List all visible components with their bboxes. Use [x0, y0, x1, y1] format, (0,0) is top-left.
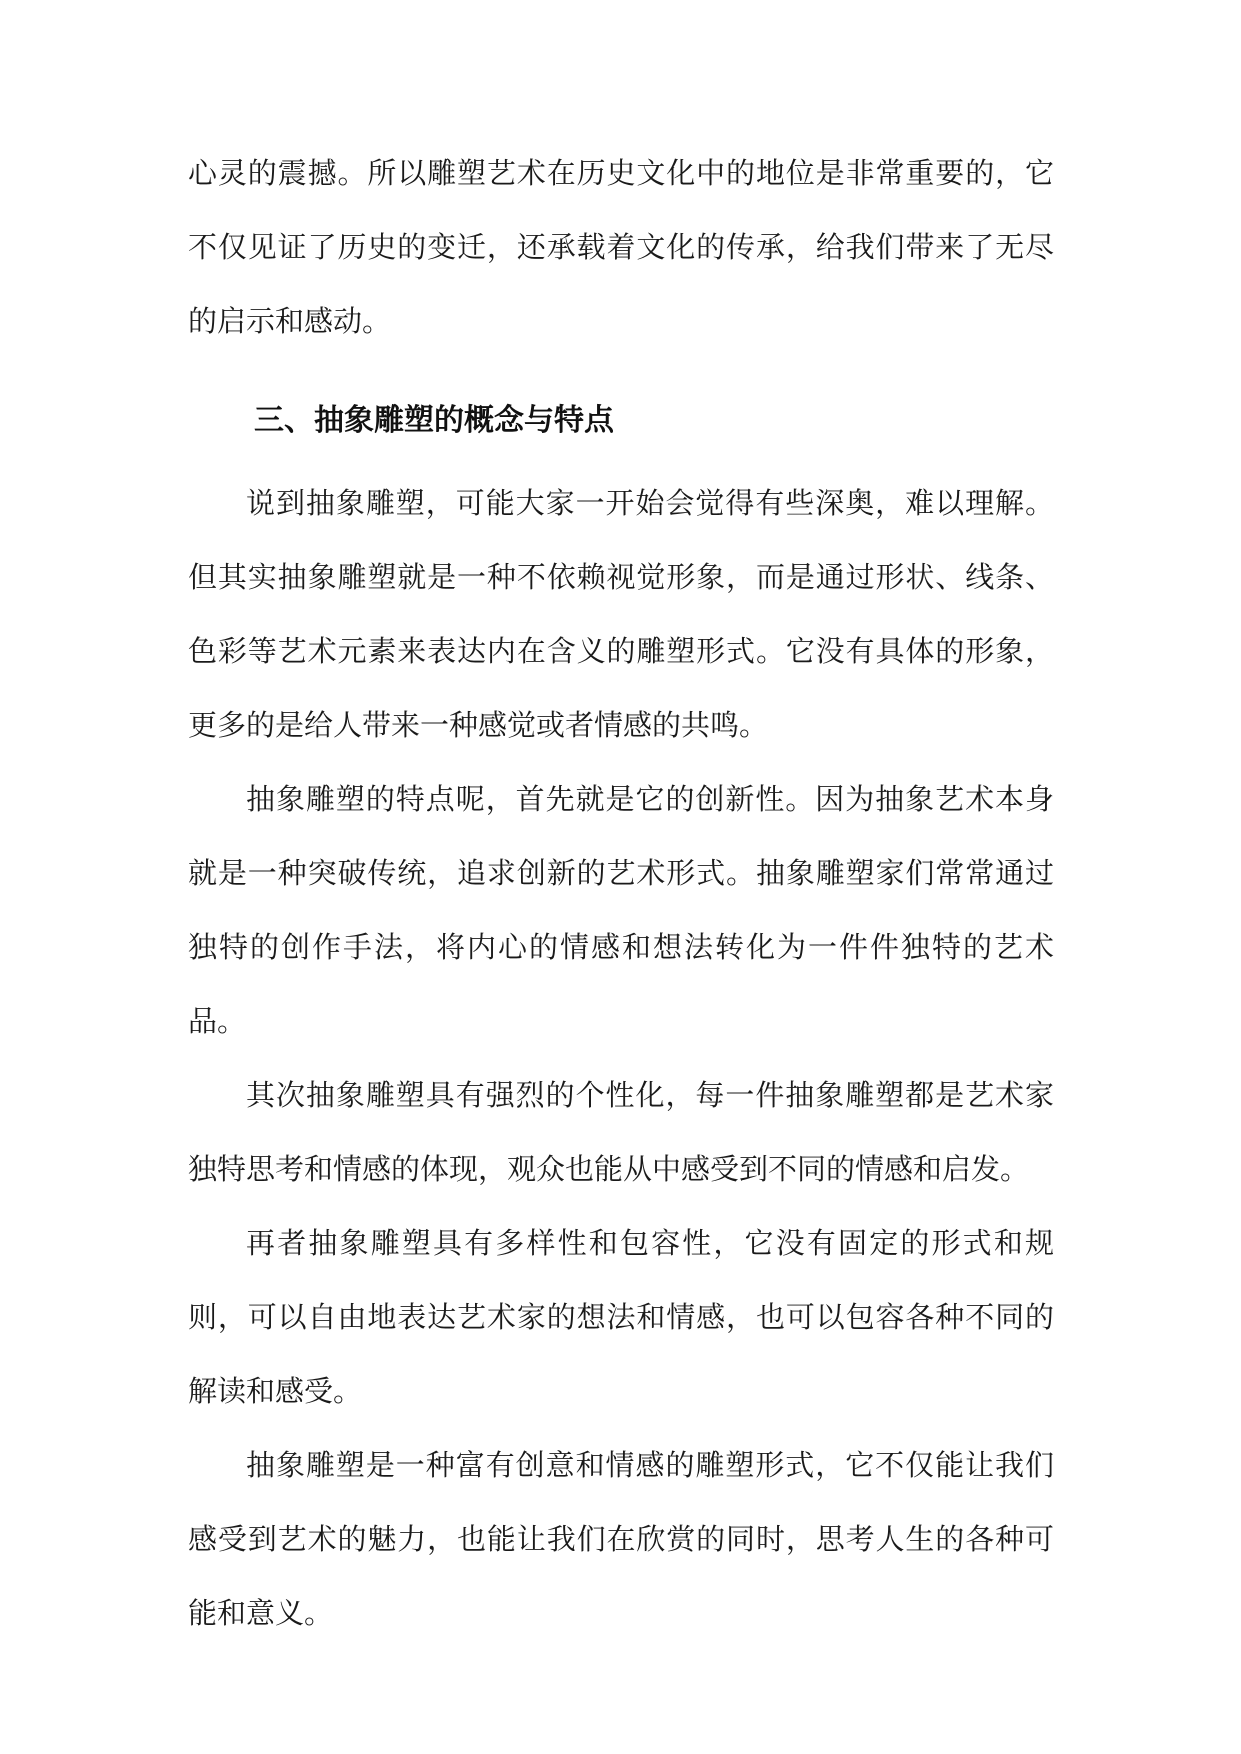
section-heading: 三、抽象雕塑的概念与特点 [254, 403, 614, 438]
paragraph-innovation: 抽象雕塑的特点呢，首先就是它的创新性。因为抽象艺术本身就是一种突破传统，追求创新的艺术形式。抽象雕塑家们常常通过独特的创作手法，将内心的情感和想法转化为一件件独特的艺术品。 [188, 782, 1054, 1038]
intro-paragraph: 心灵的震撼。所以雕塑艺术在历史文化中的地位是非常重要的，它不仅见证了历史的变迁，还承载着文化的传承，给我们带来了无尽的启示和感动。 [188, 156, 1054, 338]
paragraph-individuality: 其次抽象雕塑具有强烈的个性化，每一件抽象雕塑都是艺术家独特思考和情感的体现，观众也能从中感受到不同的情感和启发。 [188, 1078, 1054, 1186]
text-column [188, 136, 1054, 1650]
paragraph-diversity: 再者抽象雕塑具有多样性和包容性，它没有固定的形式和规则，可以自由地表达艺术家的想法和情感，也可以包容各种不同的解读和感受。 [188, 1226, 1054, 1408]
paragraph-conclusion: 抽象雕塑是一种富有创意和情感的雕塑形式，它不仅能让我们感受到艺术的魅力，也能让我们在欣赏的同时，思考人生的各种可能和意义。 [188, 1448, 1054, 1630]
paragraph-concept: 说到抽象雕塑，可能大家一开始会觉得有些深奥，难以理解。但其实抽象雕塑就是一种不依赖视觉形象，而是通过形状、线条、色彩等艺术元素来表达内在含义的雕塑形式。它没有具体的形象，更多的是给人带来一种感觉或者情感的共鸣。 [188, 486, 1054, 742]
